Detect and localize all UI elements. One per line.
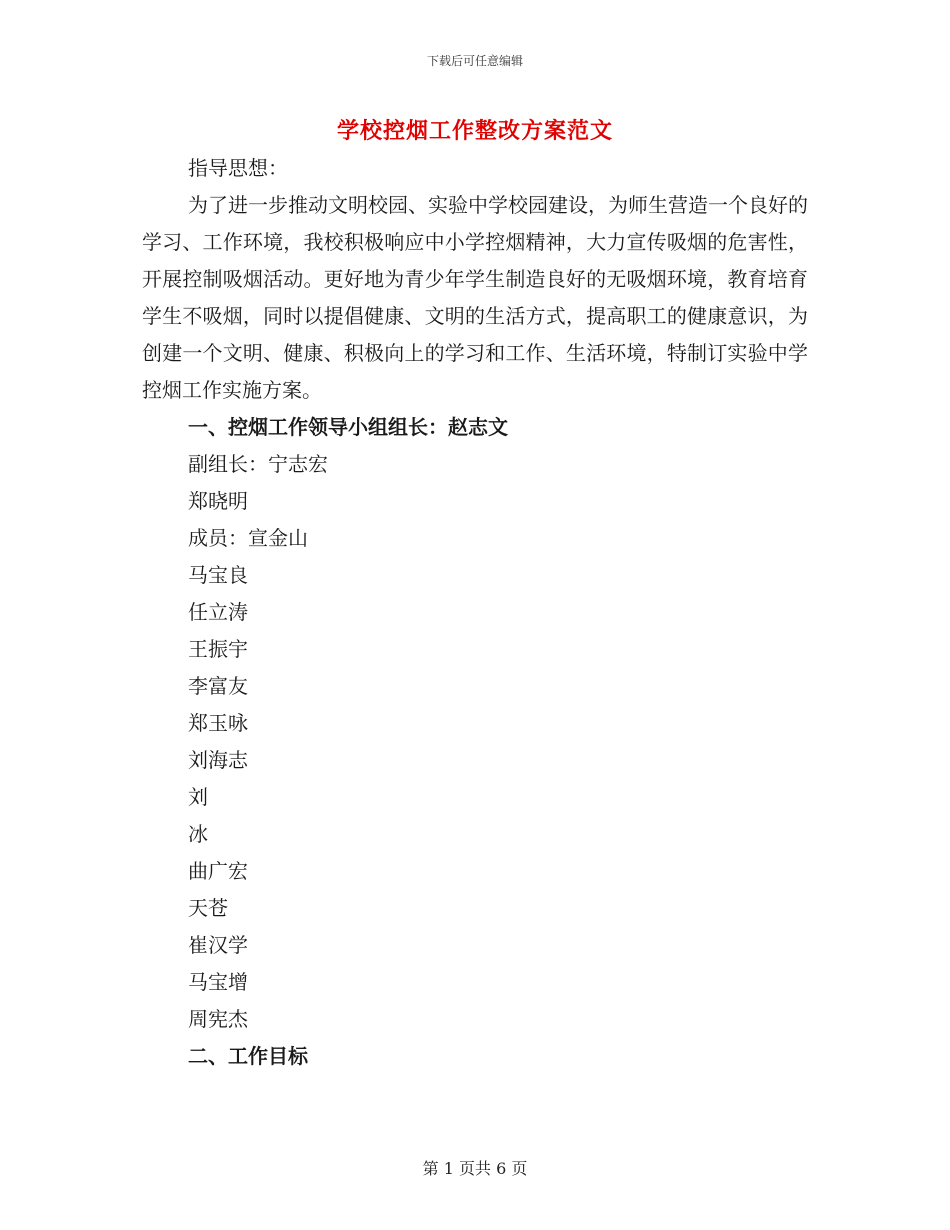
member-line: 副组长：宁志宏: [188, 452, 328, 476]
intro-paragraph: 为了进一步推动文明校园、实验中学校园建设，为师生营造一个良好的学习、工作环境，我校积极响应中小学控烟精神，大力宣传吸烟的危害性，开展控制吸烟活动。更好地为青少年学生制造良好的无吸烟环境，教育培育学生不吸烟，同时以提倡健康、文明的生活方式，提高职工的健康意识，为创建一个文明、健康、积极向上的学习和工作、生活环境，特制订实验中学控烟工作实施方案。: [142, 193, 808, 402]
member-line: 马宝良: [188, 563, 248, 587]
page-footer: 第 1 页共 6 页: [422, 1159, 528, 1178]
member-line: 王振宇: [188, 637, 248, 661]
member-line: 成员：宣金山: [188, 526, 308, 550]
section-1-heading: 一、控烟工作领导小组组长：赵志文: [188, 415, 508, 439]
document-body: [142, 150, 808, 1075]
member-line: 李富友: [188, 674, 248, 698]
member-line: 崔汉学: [188, 933, 248, 957]
section-2-heading: 二、工作目标: [188, 1044, 308, 1068]
member-line: 任立涛: [188, 600, 248, 624]
member-line: 刘: [188, 785, 208, 809]
member-line: 冰: [188, 822, 208, 846]
member-line: 郑玉咏: [188, 711, 248, 735]
guiding-label: 指导思想：: [188, 156, 288, 180]
member-line: 刘海志: [188, 748, 248, 772]
member-line: 曲广宏: [188, 859, 248, 883]
member-line: 郑晓明: [188, 489, 248, 513]
member-line: 马宝增: [188, 970, 248, 994]
member-line: 周宪杰: [188, 1007, 248, 1031]
document-title: 学校控烟工作整改方案范文: [336, 118, 613, 144]
member-line: 天苍: [188, 896, 228, 920]
header-note: 下载后可任意编辑: [426, 54, 523, 68]
